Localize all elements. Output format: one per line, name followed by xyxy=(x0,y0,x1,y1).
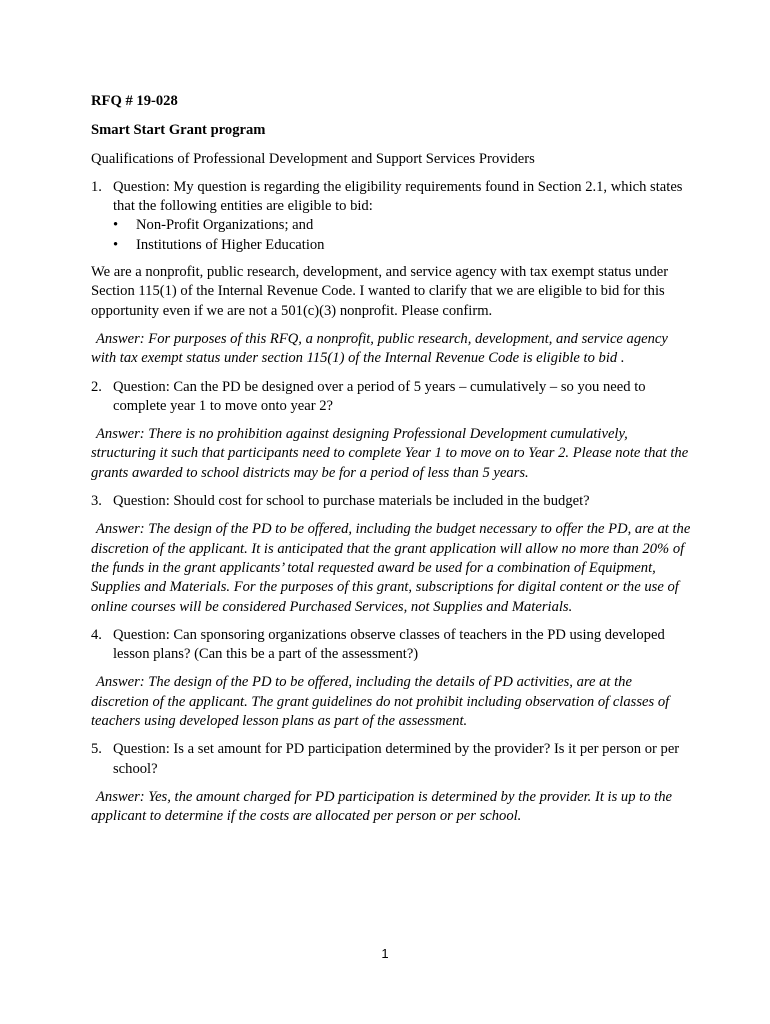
question-number: 3. xyxy=(91,493,102,510)
question-1-followup: We are a nonprofit, public research, development, and service agency with tax exempt status under Section 115(1) of the Internal Revenue Code. I wanted to clarify that we are eligible to bid for this opportunity even if we are not a 501(c)(3) nonprofit. Please confirm. xyxy=(91,264,669,319)
document-subtitle: Qualifications of Professional Development and Support Services Providers xyxy=(91,150,535,167)
program-title: Smart Start Grant program xyxy=(91,122,266,139)
question-text: Question: My question is regarding the eligibility requirements found in Section 2.1, which states that the following entities are eligible to bid: xyxy=(113,178,683,215)
list-item-text: Institutions of Higher Education xyxy=(136,236,325,253)
question-body xyxy=(113,178,691,255)
question-4 xyxy=(91,626,691,665)
list-item-text: Non-Profit Organizations; and xyxy=(136,217,314,234)
page-number: 1 xyxy=(381,946,389,961)
question-1 xyxy=(91,178,691,255)
question-text: Question: Should cost for school to purchase materials be included in the budget? xyxy=(113,493,590,510)
answer-2: Answer: There is no prohibition against designing Professional Development cumulatively, structuring it such that participants need to complete Year 1 to move on to Year 2. Please note that the grants awarded to school districts may be for a period of less than 5 years. xyxy=(91,426,689,481)
answer-4: Answer: The design of the PD to be offered, including the details of PD activities, are at the discretion of the applicant. The grant guidelines do not prohibit including observation of classes of teachers using developed lesson plans as part of the assessment. xyxy=(91,674,670,730)
document-body xyxy=(91,92,691,836)
question-text: Question: Is a set amount for PD participation determined by the provider? Is it per person or per school? xyxy=(113,741,680,777)
question-2 xyxy=(91,378,691,417)
list-item xyxy=(113,216,691,235)
question-number: 5. xyxy=(91,741,102,758)
bullet-icon: • xyxy=(113,236,119,253)
question-text: Question: Can sponsoring organizations observe classes of teachers in the PD using developed lesson plans? (Can this be a part of the assessment?) xyxy=(113,626,665,663)
question-number: 1. xyxy=(91,178,102,195)
question-5 xyxy=(91,740,691,779)
answer-5: Answer: Yes, the amount charged for PD participation is determined by the provider. It is up to the applicant to determine if the costs are allocated per person or per school. xyxy=(91,788,672,825)
list-item xyxy=(113,236,691,255)
question-text: Question: Can the PD be designed over a period of 5 years – cumulatively – so you need to complete year 1 to move onto year 2? xyxy=(113,378,646,414)
eligible-entities-list xyxy=(113,216,691,255)
answer-1: Answer: For purposes of this RFQ, a nonprofit, public research, development, and service agency with tax exempt status under section 115(1) of the Internal Revenue Code is eligible to bid . xyxy=(91,330,668,367)
question-number: 2. xyxy=(91,378,102,395)
rfq-number: RFQ # 19-028 xyxy=(91,93,178,109)
question-number: 4. xyxy=(91,626,102,643)
question-3 xyxy=(91,492,691,511)
answer-3: Answer: The design of the PD to be offered, including the budget necessary to offer the PD, are at the discretion of the applicant. It is anticipated that the grant application will allow no more than 20% of the funds in the grant applicants’ total requested award be used for a combination of Equipment, Supplies and Materials. For the purposes of this grant, subscriptions for digital content or the use of online courses will be considered Purchased Services, not Supplies and Materials. xyxy=(91,521,691,615)
bullet-icon: • xyxy=(113,217,119,234)
